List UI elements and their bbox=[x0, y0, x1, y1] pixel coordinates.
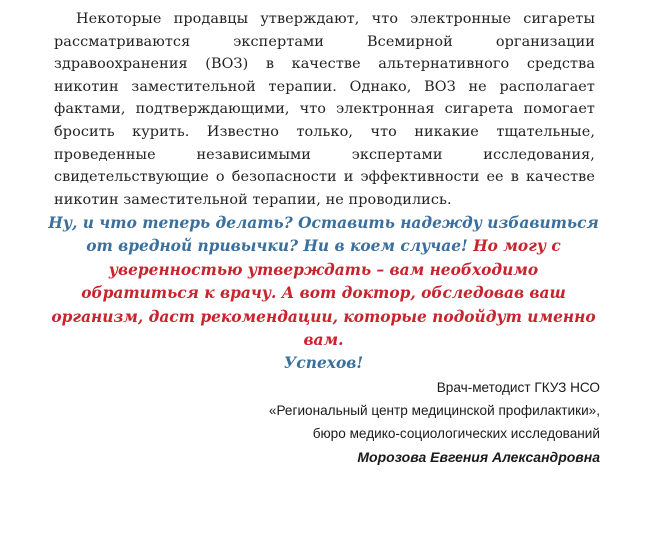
signature-department: бюро медико-социологических исследований bbox=[312, 426, 600, 442]
signature-block bbox=[80, 376, 600, 469]
appeal-advice: Но могу с уверенностью утверждать – вам необходимо обратиться к врачу. А вот доктор, обследовав ваш организм, даст рекомендации, которые подойдут именно вам. bbox=[51, 237, 596, 350]
main-paragraph: Некоторые продавцы утверждают, что электронные сигареты рассматриваются экспертами Всемирной организации здравоохранения (ВОЗ) в качестве альтернативного средства никотин заместительной терапии. Однако, ВОЗ не располагает фактами, подтверждающими, что электронная сигарета помогает бросить курить. Известно только, что никакие тщательные, проведенные независимыми экспертами исследования, свидетельствующие о безопасности и эффективности ее в качестве никотин заместительной терапии, не проводились. bbox=[54, 11, 595, 208]
signature-position: Врач-методист ГКУЗ НСО bbox=[436, 380, 600, 395]
signature-organization: «Региональный центр медицинской профилактики», bbox=[268, 403, 600, 419]
appeal-paragraph bbox=[48, 212, 599, 376]
appeal-question: Ну, и что теперь делать? Оставить надежду избавиться от вредной привычки? Ни в коем случае! bbox=[48, 214, 599, 256]
appeal-closing: Успехов! bbox=[283, 354, 364, 373]
signature-name: Морозова Евгения Александровна bbox=[357, 448, 600, 465]
